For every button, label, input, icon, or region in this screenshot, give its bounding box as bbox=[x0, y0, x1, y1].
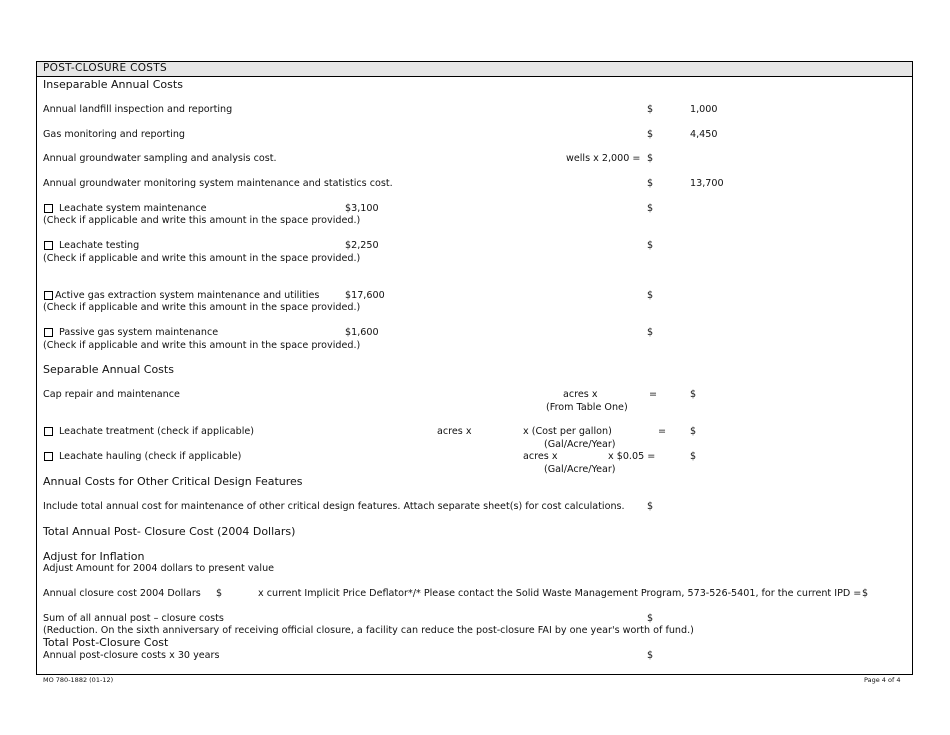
leachate-testing-label: Leachate testing bbox=[59, 240, 140, 251]
cap-repair-label: Cap repair and maintenance bbox=[43, 389, 180, 400]
leachate-hauling-rate: x $0.05 = bbox=[608, 451, 656, 462]
cap-repair-source: (From Table One) bbox=[546, 402, 628, 413]
form-number: MO 780-1882 (01-12) bbox=[43, 676, 114, 684]
gas-monitoring-amount: 4,450 bbox=[690, 129, 718, 140]
groundwater-maintenance-amount: 13,700 bbox=[690, 178, 724, 189]
inseparable-heading: Inseparable Annual Costs bbox=[43, 78, 183, 91]
inflation-heading: Adjust for Inflation bbox=[43, 550, 145, 563]
cap-repair-equals: = bbox=[649, 389, 658, 400]
passive-gas-note: (Check if applicable and write this amount in the space provided.) bbox=[43, 340, 361, 351]
landfill-inspection-amount: 1,000 bbox=[690, 104, 718, 115]
total-annual-heading: Total Annual Post- Closure Cost (2004 Dollars) bbox=[43, 525, 296, 538]
inflation-line-label: Annual closure cost 2004 Dollars bbox=[43, 588, 201, 599]
active-gas-cost: $17,600 bbox=[345, 290, 385, 301]
leachate-maintenance-cost: $3,100 bbox=[345, 203, 379, 214]
total-post-closure-heading: Total Post-Closure Cost bbox=[43, 636, 169, 649]
leachate-maintenance-checkbox[interactable] bbox=[44, 204, 53, 213]
gas-monitoring-label: Gas monitoring and reporting bbox=[43, 129, 186, 140]
leachate-treatment-unit: (Gal/Acre/Year) bbox=[544, 439, 616, 450]
groundwater-maintenance-label: Annual groundwater monitoring system maintenance and statistics cost. bbox=[43, 178, 393, 189]
leachate-hauling-unit: (Gal/Acre/Year) bbox=[544, 464, 616, 475]
leachate-testing-currency: $ bbox=[647, 240, 654, 251]
landfill-inspection-label: Annual landfill inspection and reporting bbox=[43, 104, 233, 115]
leachate-treatment-acres: acres x bbox=[437, 426, 472, 437]
leachate-treatment-currency: $ bbox=[690, 426, 697, 437]
cap-repair-formula: acres x bbox=[563, 389, 598, 400]
passive-gas-cost: $1,600 bbox=[345, 327, 379, 338]
leachate-treatment-label: Leachate treatment (check if applicable) bbox=[59, 426, 254, 437]
total-post-closure-currency: $ bbox=[647, 650, 654, 661]
inflation-currency-2: $ bbox=[862, 588, 869, 599]
active-gas-currency: $ bbox=[647, 290, 654, 301]
page-number: Page 4 of 4 bbox=[864, 676, 901, 684]
active-gas-label: Active gas extraction system maintenance and utilities bbox=[55, 290, 320, 301]
passive-gas-currency: $ bbox=[647, 327, 654, 338]
section-title: POST-CLOSURE COSTS bbox=[43, 62, 167, 74]
leachate-maintenance-label: Leachate system maintenance bbox=[59, 203, 207, 214]
inflation-subtext: Adjust Amount for 2004 dollars to present value bbox=[43, 563, 275, 574]
leachate-hauling-label: Leachate hauling (check if applicable) bbox=[59, 451, 242, 462]
leachate-maintenance-currency: $ bbox=[647, 203, 654, 214]
groundwater-sampling-formula: wells x 2,000 = bbox=[566, 153, 641, 164]
passive-gas-label: Passive gas system maintenance bbox=[59, 327, 219, 338]
groundwater-sampling-label: Annual groundwater sampling and analysis cost. bbox=[43, 153, 277, 164]
section-header-bar bbox=[36, 61, 913, 77]
leachate-treatment-checkbox[interactable] bbox=[44, 427, 53, 436]
cap-repair-currency: $ bbox=[690, 389, 697, 400]
inflation-currency-1: $ bbox=[216, 588, 223, 599]
total-post-closure-label: Annual post-closure costs x 30 years bbox=[43, 650, 220, 661]
passive-gas-checkbox[interactable] bbox=[44, 328, 53, 337]
groundwater-sampling-currency: $ bbox=[647, 153, 654, 164]
leachate-hauling-currency: $ bbox=[690, 451, 697, 462]
leachate-treatment-equals: = bbox=[658, 426, 667, 437]
other-features-currency: $ bbox=[647, 501, 654, 512]
leachate-maintenance-note: (Check if applicable and write this amount in the space provided.) bbox=[43, 215, 361, 226]
active-gas-note: (Check if applicable and write this amount in the space provided.) bbox=[43, 302, 361, 313]
sum-annual-note: (Reduction. On the sixth anniversary of receiving official closure, a facility can reduce the post-closure FAI by one year's worth of fund.) bbox=[43, 625, 694, 636]
leachate-testing-note: (Check if applicable and write this amount in the space provided.) bbox=[43, 253, 361, 264]
inflation-ipd-text: x current Implicit Price Deflator*/* Please contact the Solid Waste Management Program, 573-526-5401, for the current IPD = bbox=[258, 588, 862, 599]
sum-annual-currency: $ bbox=[647, 613, 654, 624]
separable-heading: Separable Annual Costs bbox=[43, 363, 174, 376]
other-features-text: Include total annual cost for maintenance of other critical design features. Attach separate sheet(s) for cost calculations. bbox=[43, 501, 625, 512]
gas-monitoring-currency: $ bbox=[647, 129, 654, 140]
sum-annual-label: Sum of all annual post – closure costs bbox=[43, 613, 224, 624]
landfill-inspection-currency: $ bbox=[647, 104, 654, 115]
leachate-hauling-checkbox[interactable] bbox=[44, 452, 53, 461]
leachate-testing-checkbox[interactable] bbox=[44, 241, 53, 250]
leachate-hauling-acres: acres x bbox=[523, 451, 558, 462]
leachate-treatment-cost-per: x (Cost per gallon) bbox=[523, 426, 612, 437]
leachate-testing-cost: $2,250 bbox=[345, 240, 379, 251]
active-gas-checkbox[interactable] bbox=[44, 291, 53, 300]
groundwater-maintenance-currency: $ bbox=[647, 178, 654, 189]
other-features-heading: Annual Costs for Other Critical Design Features bbox=[43, 475, 303, 488]
